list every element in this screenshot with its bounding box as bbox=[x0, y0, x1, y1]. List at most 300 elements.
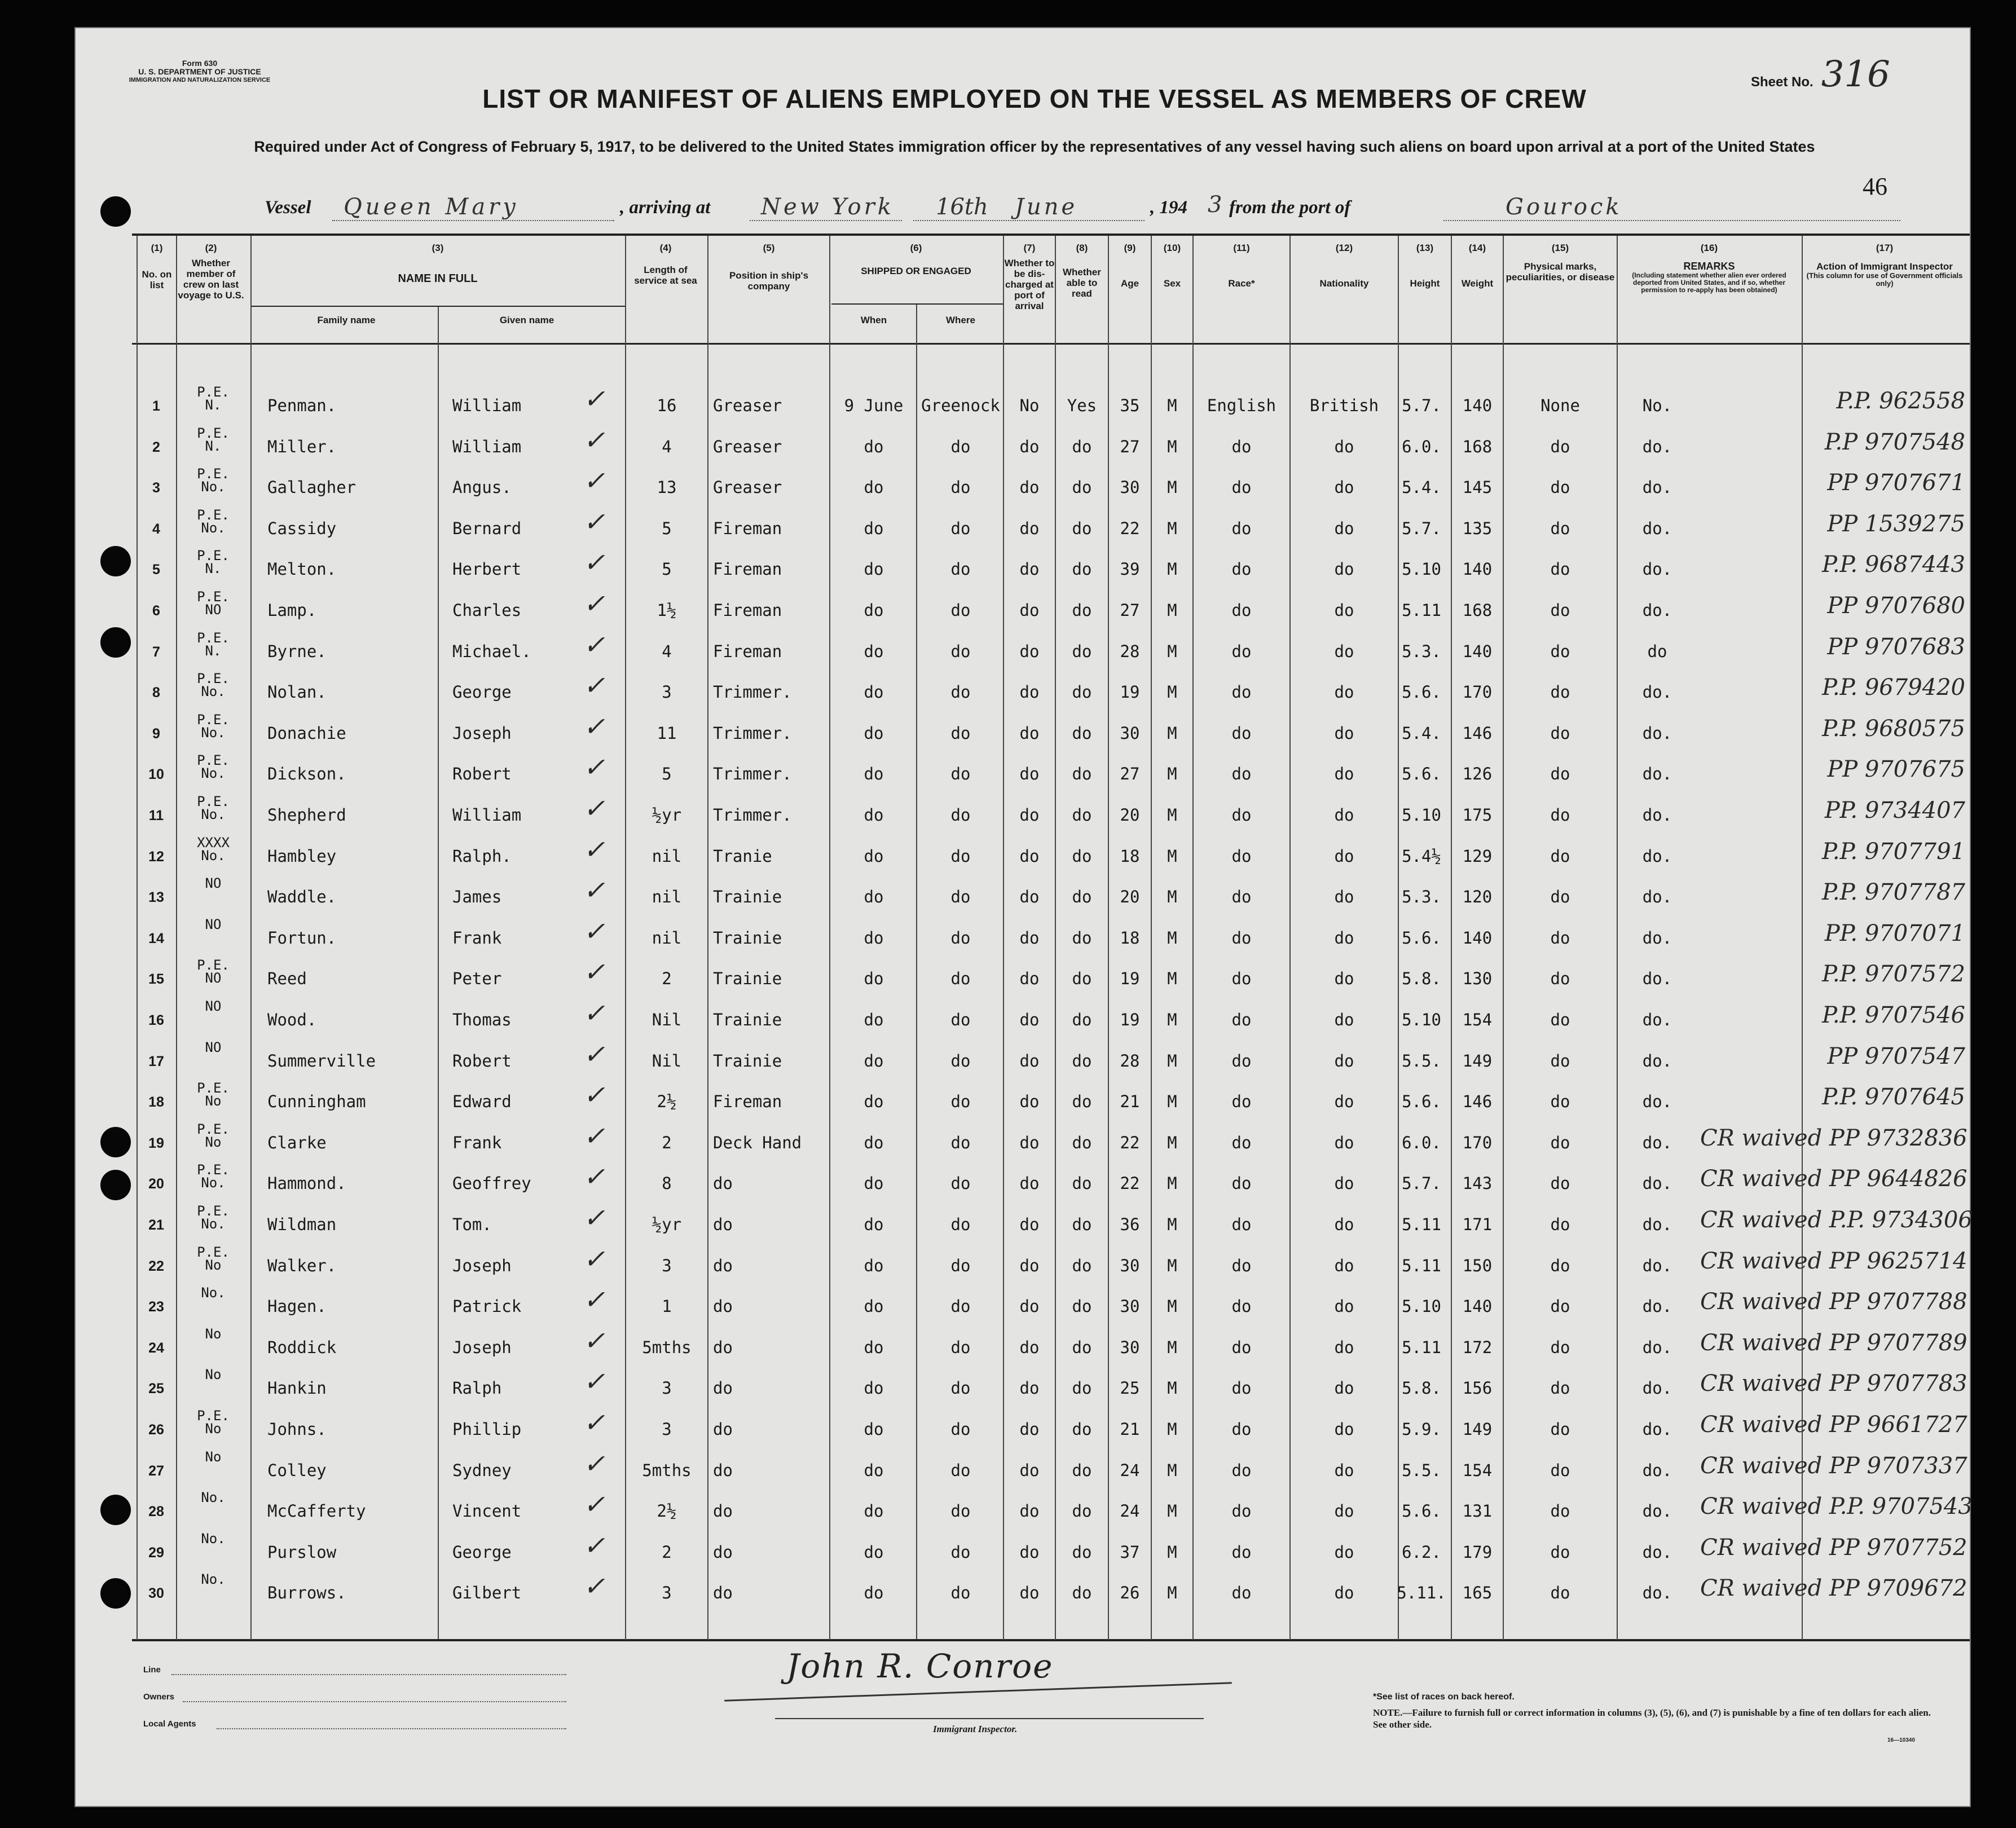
cell-given: Frank bbox=[452, 1133, 502, 1152]
cell-when: do bbox=[864, 1174, 884, 1193]
cell-age: 25 bbox=[1120, 1378, 1140, 1398]
cell-crew-status: No bbox=[205, 1448, 222, 1465]
cell-inspector-action: P.P. 9687443 bbox=[1822, 552, 1965, 578]
cell-family: Hankin bbox=[267, 1378, 327, 1398]
cell-height: 5.11 bbox=[1402, 601, 1441, 620]
cell-family: Gallagher bbox=[267, 478, 356, 497]
cell-read: do bbox=[1072, 805, 1092, 825]
cell-nat: do bbox=[1334, 437, 1354, 456]
cell-sex: M bbox=[1167, 969, 1177, 989]
cell-marks: do bbox=[1550, 1378, 1570, 1398]
cell-given: Edward bbox=[452, 1092, 512, 1112]
cell-family: Johns. bbox=[267, 1420, 327, 1439]
cell-remarks: do. bbox=[1642, 1542, 1672, 1562]
cell-age: 30 bbox=[1120, 1256, 1140, 1275]
col-16-head: (16) REMARKS (Including statement whether alien ever ordered deported from United States, and if so, whether permission to re-apply has been obtained) bbox=[1632, 243, 1786, 294]
check-mark-icon: ✓ bbox=[583, 957, 605, 988]
cell-crew-status: NO bbox=[205, 916, 222, 932]
col-3-family-head: Family name bbox=[317, 315, 376, 325]
cell-remarks: do. bbox=[1642, 1256, 1672, 1275]
cell-disch: do bbox=[1019, 518, 1040, 538]
cell-service: 4 bbox=[662, 641, 672, 661]
cell-remarks: No. bbox=[1642, 396, 1672, 415]
col-6-when-head: When bbox=[860, 315, 887, 325]
cell-family: Donachie bbox=[267, 723, 346, 743]
cell-crew-status: NO bbox=[205, 998, 222, 1014]
cell-no: 13 bbox=[148, 889, 164, 906]
cell-service: 13 bbox=[657, 478, 677, 497]
cell-nat: do bbox=[1334, 560, 1354, 579]
cell-marks: do bbox=[1550, 560, 1570, 579]
document-subtitle: Required under Act of Congress of February 5, 1917, to be delivered to the United States immigration officer by the representatives of any vessel having such aliens on board upon arrival at a port of the United States bbox=[254, 138, 1815, 155]
cell-race: do bbox=[1231, 601, 1252, 620]
cell-marks: do bbox=[1550, 1010, 1570, 1029]
cell-when: do bbox=[864, 1460, 884, 1480]
cell-given: George bbox=[452, 1542, 512, 1562]
cell-weight: 140 bbox=[1462, 1297, 1493, 1316]
cell-nat: do bbox=[1334, 1010, 1354, 1029]
cell-race: do bbox=[1231, 1256, 1252, 1275]
cell-disch: do bbox=[1019, 682, 1040, 702]
cell-disch: No bbox=[1019, 396, 1040, 415]
cell-race: do bbox=[1231, 518, 1252, 538]
col-1-head: (1) No. on list bbox=[142, 243, 172, 290]
cell-position: Trimmer. bbox=[713, 723, 792, 743]
cell-service: nil bbox=[652, 928, 682, 948]
check-mark-icon: ✓ bbox=[583, 629, 605, 660]
cell-marks: None bbox=[1540, 396, 1580, 415]
cell-no: 10 bbox=[148, 767, 164, 783]
cell-no: 6 bbox=[152, 603, 160, 619]
cell-position: do bbox=[713, 1297, 733, 1316]
cell-sex: M bbox=[1167, 1010, 1177, 1029]
cell-height: 5.7. bbox=[1402, 396, 1441, 415]
cell-no: 4 bbox=[152, 521, 160, 537]
cell-remarks: do. bbox=[1642, 1501, 1672, 1521]
cell-age: 30 bbox=[1120, 1297, 1140, 1316]
cell-given: James bbox=[452, 887, 502, 907]
cell-when: do bbox=[864, 1256, 884, 1275]
cell-race: do bbox=[1231, 1010, 1252, 1029]
check-mark-icon: ✓ bbox=[583, 1448, 605, 1479]
cell-position: do bbox=[713, 1337, 733, 1357]
cell-age: 35 bbox=[1120, 396, 1140, 415]
cell-age: 19 bbox=[1120, 969, 1140, 989]
cell-no: 7 bbox=[152, 644, 160, 660]
cell-marks: do bbox=[1550, 805, 1570, 825]
cell-height: 5.6. bbox=[1402, 764, 1441, 784]
cell-position: Trainie bbox=[713, 1051, 782, 1071]
cell-age: 26 bbox=[1120, 1583, 1140, 1603]
cell-crew-status: P.E. N. bbox=[197, 548, 230, 577]
cell-family: Summerville bbox=[267, 1051, 376, 1071]
cell-nat: do bbox=[1334, 1378, 1354, 1398]
cell-sex: M bbox=[1167, 1092, 1177, 1112]
check-mark-icon: ✓ bbox=[583, 1489, 605, 1520]
cell-when: do bbox=[864, 478, 884, 497]
cell-crew-status: P.E. NO bbox=[197, 957, 230, 986]
cell-inspector-action: P.P. 9707572 bbox=[1822, 961, 1965, 988]
cell-inspector-action: CR waived PP 9707788 bbox=[1700, 1289, 1967, 1315]
signature-caption: Immigrant Inspector. bbox=[933, 1724, 1018, 1734]
cell-where: do bbox=[950, 1256, 971, 1275]
check-mark-icon: ✓ bbox=[583, 1202, 605, 1233]
cell-age: 20 bbox=[1120, 805, 1140, 825]
check-mark-icon: ✓ bbox=[583, 1038, 605, 1069]
cell-race: do bbox=[1231, 1174, 1252, 1193]
cell-crew-status: NO bbox=[205, 875, 222, 892]
cell-disch: do bbox=[1019, 723, 1040, 743]
cell-remarks: do. bbox=[1642, 846, 1672, 866]
cell-sex: M bbox=[1167, 1583, 1177, 1603]
cell-marks: do bbox=[1550, 1215, 1570, 1234]
cell-position: do bbox=[713, 1420, 733, 1439]
cell-height: 5.9. bbox=[1402, 1420, 1441, 1439]
origin-port: Gourock bbox=[1506, 194, 1622, 220]
cell-given: Ralph. bbox=[452, 846, 512, 866]
cell-service: 4 bbox=[662, 437, 672, 456]
cell-when: do bbox=[864, 764, 884, 784]
cell-age: 20 bbox=[1120, 887, 1140, 907]
cell-service: nil bbox=[652, 887, 682, 907]
cell-crew-status: NO bbox=[205, 1039, 222, 1055]
cell-position: do bbox=[713, 1501, 733, 1521]
cell-given: Thomas bbox=[452, 1010, 512, 1029]
cell-race: do bbox=[1231, 846, 1252, 866]
cell-disch: do bbox=[1019, 641, 1040, 661]
check-mark-icon: ✓ bbox=[583, 793, 605, 823]
cell-read: do bbox=[1072, 1378, 1092, 1398]
cell-position: Fireman bbox=[713, 601, 782, 620]
arrival-month: June bbox=[1015, 194, 1078, 220]
check-mark-icon: ✓ bbox=[583, 1243, 605, 1274]
cell-family: Cunningham bbox=[267, 1092, 366, 1112]
cell-when: do bbox=[864, 641, 884, 661]
cell-no: 3 bbox=[152, 480, 160, 496]
cell-read: do bbox=[1072, 1256, 1092, 1275]
cell-marks: do bbox=[1550, 1297, 1570, 1316]
cell-position: Trimmer. bbox=[713, 805, 792, 825]
cell-read: do bbox=[1072, 437, 1092, 456]
cell-nat: do bbox=[1334, 1501, 1354, 1521]
cell-height: 6.0. bbox=[1402, 437, 1441, 456]
cell-inspector-action: CR waived P.P. 9734306 bbox=[1700, 1207, 1973, 1233]
cell-height: 5.10 bbox=[1402, 805, 1441, 825]
cell-height: 5.11. bbox=[1397, 1583, 1446, 1603]
cell-age: 18 bbox=[1120, 846, 1140, 866]
cell-read: do bbox=[1072, 560, 1092, 579]
manifest-sheet bbox=[74, 27, 1971, 1807]
cell-position: Tranie bbox=[713, 846, 772, 866]
cell-where: do bbox=[950, 1297, 971, 1316]
cell-nat: do bbox=[1334, 682, 1354, 702]
check-mark-icon: ✓ bbox=[583, 424, 605, 455]
cell-inspector-action: CR waived PP 9625714 bbox=[1700, 1248, 1967, 1274]
cell-crew-status: XXXX No. bbox=[197, 834, 230, 864]
cell-height: 5.4. bbox=[1402, 478, 1441, 497]
cell-given: William bbox=[452, 396, 522, 415]
cell-when: do bbox=[864, 1092, 884, 1112]
cell-where: do bbox=[950, 601, 971, 620]
print-code: 16—10340 bbox=[1887, 1737, 1915, 1743]
cell-where: do bbox=[950, 478, 971, 497]
cell-height: 5.5. bbox=[1402, 1460, 1441, 1480]
cell-marks: do bbox=[1550, 928, 1570, 948]
cell-marks: do bbox=[1550, 1337, 1570, 1357]
cell-when: do bbox=[864, 601, 884, 620]
cell-disch: do bbox=[1019, 805, 1040, 825]
col-11-head: (11) Race* bbox=[1228, 243, 1255, 289]
cell-weight: 168 bbox=[1462, 601, 1493, 620]
cell-service: 8 bbox=[662, 1174, 672, 1193]
cell-where: do bbox=[950, 764, 971, 784]
cell-family: Lamp. bbox=[267, 601, 317, 620]
cell-nat: do bbox=[1334, 969, 1354, 989]
cell-where: Greenock bbox=[921, 396, 1000, 415]
cell-where: do bbox=[950, 518, 971, 538]
cell-given: Peter bbox=[452, 969, 502, 989]
cell-sex: M bbox=[1167, 1297, 1177, 1316]
punch-hole bbox=[100, 1578, 131, 1609]
cell-marks: do bbox=[1550, 969, 1570, 989]
cell-sex: M bbox=[1167, 723, 1177, 743]
cell-where: do bbox=[950, 1378, 971, 1398]
cell-race: do bbox=[1231, 764, 1252, 784]
cell-where: do bbox=[950, 1501, 971, 1521]
cell-race: do bbox=[1231, 560, 1252, 579]
cell-age: 30 bbox=[1120, 723, 1140, 743]
cell-marks: do bbox=[1550, 887, 1570, 907]
check-mark-icon: ✓ bbox=[583, 1571, 605, 1602]
cell-weight: 135 bbox=[1462, 518, 1493, 538]
check-mark-icon: ✓ bbox=[583, 1325, 605, 1356]
cell-disch: do bbox=[1019, 1133, 1040, 1152]
cell-family: Waddle. bbox=[267, 887, 337, 907]
cell-sex: M bbox=[1167, 764, 1177, 784]
cell-given: Vincent bbox=[452, 1501, 522, 1521]
cell-age: 24 bbox=[1120, 1501, 1140, 1521]
cell-nat: do bbox=[1334, 764, 1354, 784]
check-mark-icon: ✓ bbox=[583, 465, 605, 496]
cell-sex: M bbox=[1167, 1420, 1177, 1439]
cell-given: Patrick bbox=[452, 1297, 522, 1316]
cell-inspector-action: P.P. 9680575 bbox=[1822, 715, 1965, 742]
cell-position: Trimmer. bbox=[713, 764, 792, 784]
check-mark-icon: ✓ bbox=[583, 1530, 605, 1561]
cell-where: do bbox=[950, 1420, 971, 1439]
cell-no: 30 bbox=[148, 1585, 164, 1602]
cell-given: Sydney bbox=[452, 1460, 512, 1480]
cell-nat: do bbox=[1334, 1542, 1354, 1562]
cell-nat: do bbox=[1334, 723, 1354, 743]
cell-age: 19 bbox=[1120, 682, 1140, 702]
cell-race: do bbox=[1231, 1337, 1252, 1357]
cell-race: do bbox=[1231, 969, 1252, 989]
cell-weight: 149 bbox=[1462, 1051, 1493, 1071]
check-mark-icon: ✓ bbox=[583, 1366, 605, 1397]
cell-given: Charles bbox=[452, 601, 522, 620]
cell-position: do bbox=[713, 1583, 733, 1603]
cell-disch: do bbox=[1019, 1215, 1040, 1234]
check-mark-icon: ✓ bbox=[583, 670, 605, 701]
cell-age: 22 bbox=[1120, 1133, 1140, 1152]
cell-race: do bbox=[1231, 1092, 1252, 1112]
cell-when: do bbox=[864, 846, 884, 866]
cell-disch: do bbox=[1019, 1010, 1040, 1029]
cell-height: 5.10 bbox=[1402, 560, 1441, 579]
cell-sex: M bbox=[1167, 805, 1177, 825]
check-mark-icon: ✓ bbox=[583, 588, 605, 619]
cell-no: 15 bbox=[148, 971, 164, 988]
cell-family: Melton. bbox=[267, 560, 337, 579]
col-6-where-head: Where bbox=[946, 315, 975, 325]
cell-disch: do bbox=[1019, 969, 1040, 989]
cell-remarks: do. bbox=[1642, 1215, 1672, 1234]
cell-service: 2 bbox=[662, 1133, 672, 1152]
col-13-head: (13) Height bbox=[1410, 243, 1440, 289]
check-mark-icon: ✓ bbox=[583, 1407, 605, 1438]
cell-service: 5 bbox=[662, 764, 672, 784]
cell-race: do bbox=[1231, 1215, 1252, 1234]
year-label: , 194 bbox=[1150, 197, 1187, 218]
cell-marks: do bbox=[1550, 1092, 1570, 1112]
cell-nat: do bbox=[1334, 1092, 1354, 1112]
cell-crew-status: P.E. No bbox=[197, 1080, 230, 1109]
cell-sex: M bbox=[1167, 1337, 1177, 1357]
cell-position: Fireman bbox=[713, 1092, 782, 1112]
cell-sex: M bbox=[1167, 1542, 1177, 1562]
cell-inspector-action: PP 9707671 bbox=[1827, 470, 1965, 496]
col-17-head: (17) Action of Immigrant Inspector (This column for use of Government officials only) bbox=[1806, 243, 1963, 288]
cell-family: McCafferty bbox=[267, 1501, 366, 1521]
cell-marks: do bbox=[1550, 1420, 1570, 1439]
cell-height: 5.11 bbox=[1402, 1256, 1441, 1275]
punch-hole bbox=[100, 546, 131, 576]
cell-height: 5.6. bbox=[1402, 1501, 1441, 1521]
cell-inspector-action: P.P. 9707645 bbox=[1822, 1084, 1965, 1111]
cell-where: do bbox=[950, 846, 971, 866]
cell-age: 27 bbox=[1120, 437, 1140, 456]
cell-sex: M bbox=[1167, 928, 1177, 948]
cell-inspector-action: PP 9707547 bbox=[1827, 1043, 1965, 1069]
cell-age: 36 bbox=[1120, 1215, 1140, 1234]
cell-crew-status: P.E. No. bbox=[197, 794, 230, 822]
cell-sex: M bbox=[1167, 1215, 1177, 1234]
form-number: Form 630 bbox=[182, 59, 218, 68]
cell-when: do bbox=[864, 969, 884, 989]
cell-family: Penman. bbox=[267, 396, 337, 415]
cell-read: do bbox=[1072, 641, 1092, 661]
cell-height: 5.4½ bbox=[1402, 846, 1441, 866]
cell-inspector-action: CR waived PP 9707783 bbox=[1700, 1371, 1967, 1397]
cell-service: Nil bbox=[652, 1010, 682, 1029]
cell-weight: 168 bbox=[1462, 437, 1493, 456]
owners-label: Owners bbox=[143, 1692, 175, 1702]
cell-remarks: do. bbox=[1642, 928, 1672, 948]
cell-age: 19 bbox=[1120, 1010, 1140, 1029]
cell-inspector-action: CR waived PP 9707337 bbox=[1700, 1452, 1967, 1479]
cell-service: 3 bbox=[662, 1583, 672, 1603]
cell-sex: M bbox=[1167, 518, 1177, 538]
cell-read: do bbox=[1072, 1051, 1092, 1071]
cell-remarks: do. bbox=[1642, 682, 1672, 702]
cell-crew-status: P.E. NO bbox=[197, 589, 230, 618]
line-label: Line bbox=[143, 1665, 161, 1675]
cell-weight: 149 bbox=[1462, 1420, 1493, 1439]
cell-given: William bbox=[452, 437, 522, 456]
cell-family: Clarke bbox=[267, 1133, 327, 1152]
cell-nat: do bbox=[1334, 1337, 1354, 1357]
cell-where: do bbox=[950, 1460, 971, 1480]
cell-service: 3 bbox=[662, 1420, 672, 1439]
check-mark-icon: ✓ bbox=[583, 384, 605, 414]
cell-when: do bbox=[864, 1337, 884, 1357]
cell-position: do bbox=[713, 1174, 733, 1193]
cell-read: Yes bbox=[1067, 396, 1097, 415]
cell-when: do bbox=[864, 1420, 884, 1439]
cell-read: do bbox=[1072, 1460, 1092, 1480]
cell-remarks: do. bbox=[1642, 560, 1672, 579]
cell-no: 8 bbox=[152, 685, 160, 701]
cell-service: 5 bbox=[662, 560, 672, 579]
cell-given: Joseph bbox=[452, 1337, 512, 1357]
cell-nat: do bbox=[1334, 1051, 1354, 1071]
cell-inspector-action: CR waived PP 9661727 bbox=[1700, 1412, 1967, 1438]
cell-given: Phillip bbox=[452, 1420, 522, 1439]
cell-remarks: do. bbox=[1642, 1460, 1672, 1480]
cell-when: do bbox=[864, 1378, 884, 1398]
cell-inspector-action: PP 9707680 bbox=[1827, 593, 1965, 619]
cell-disch: do bbox=[1019, 887, 1040, 907]
cell-position: Greaser bbox=[713, 437, 782, 456]
cell-age: 28 bbox=[1120, 1051, 1140, 1071]
cell-where: do bbox=[950, 1174, 971, 1193]
form-service: IMMIGRATION AND NATURALIZATION SERVICE bbox=[129, 77, 271, 83]
cell-position: Fireman bbox=[713, 518, 782, 538]
cell-weight: 179 bbox=[1462, 1542, 1493, 1562]
cell-age: 27 bbox=[1120, 601, 1140, 620]
cell-remarks: do. bbox=[1642, 723, 1672, 743]
cell-remarks: do. bbox=[1642, 969, 1672, 989]
cell-remarks: do. bbox=[1642, 437, 1672, 456]
check-mark-icon: ✓ bbox=[583, 998, 605, 1028]
signature-line bbox=[775, 1718, 1204, 1719]
vessel-label: Vessel bbox=[265, 197, 311, 218]
cell-crew-status: P.E. No. bbox=[197, 752, 230, 782]
cell-inspector-action: CR waived PP 9644826 bbox=[1700, 1166, 1967, 1192]
cell-disch: do bbox=[1019, 1051, 1040, 1071]
cell-family: Hambley bbox=[267, 846, 337, 866]
cell-weight: 130 bbox=[1462, 969, 1493, 989]
cell-height: 5.6. bbox=[1402, 1092, 1441, 1112]
cell-age: 37 bbox=[1120, 1542, 1140, 1562]
cell-remarks: do. bbox=[1642, 478, 1672, 497]
cell-sex: M bbox=[1167, 1174, 1177, 1193]
cell-race: do bbox=[1231, 1051, 1252, 1071]
cell-position: Deck Hand bbox=[713, 1133, 802, 1152]
cell-nat: do bbox=[1334, 518, 1354, 538]
cell-inspector-action: P.P 9707548 bbox=[1824, 429, 1965, 455]
penalty-note: NOTE.—Failure to furnish full or correct information in columns (3), (5), (6), and (7) is punishable by a fine of ten dollars for each alien. See other side. bbox=[1373, 1707, 1931, 1730]
cell-service: 1½ bbox=[657, 601, 677, 620]
cell-marks: do bbox=[1550, 518, 1570, 538]
cell-read: do bbox=[1072, 928, 1092, 948]
cell-no: 21 bbox=[148, 1217, 164, 1233]
cell-remarks: do. bbox=[1642, 764, 1672, 784]
cell-sex: M bbox=[1167, 887, 1177, 907]
cell-read: do bbox=[1072, 601, 1092, 620]
punch-hole bbox=[100, 1495, 131, 1525]
